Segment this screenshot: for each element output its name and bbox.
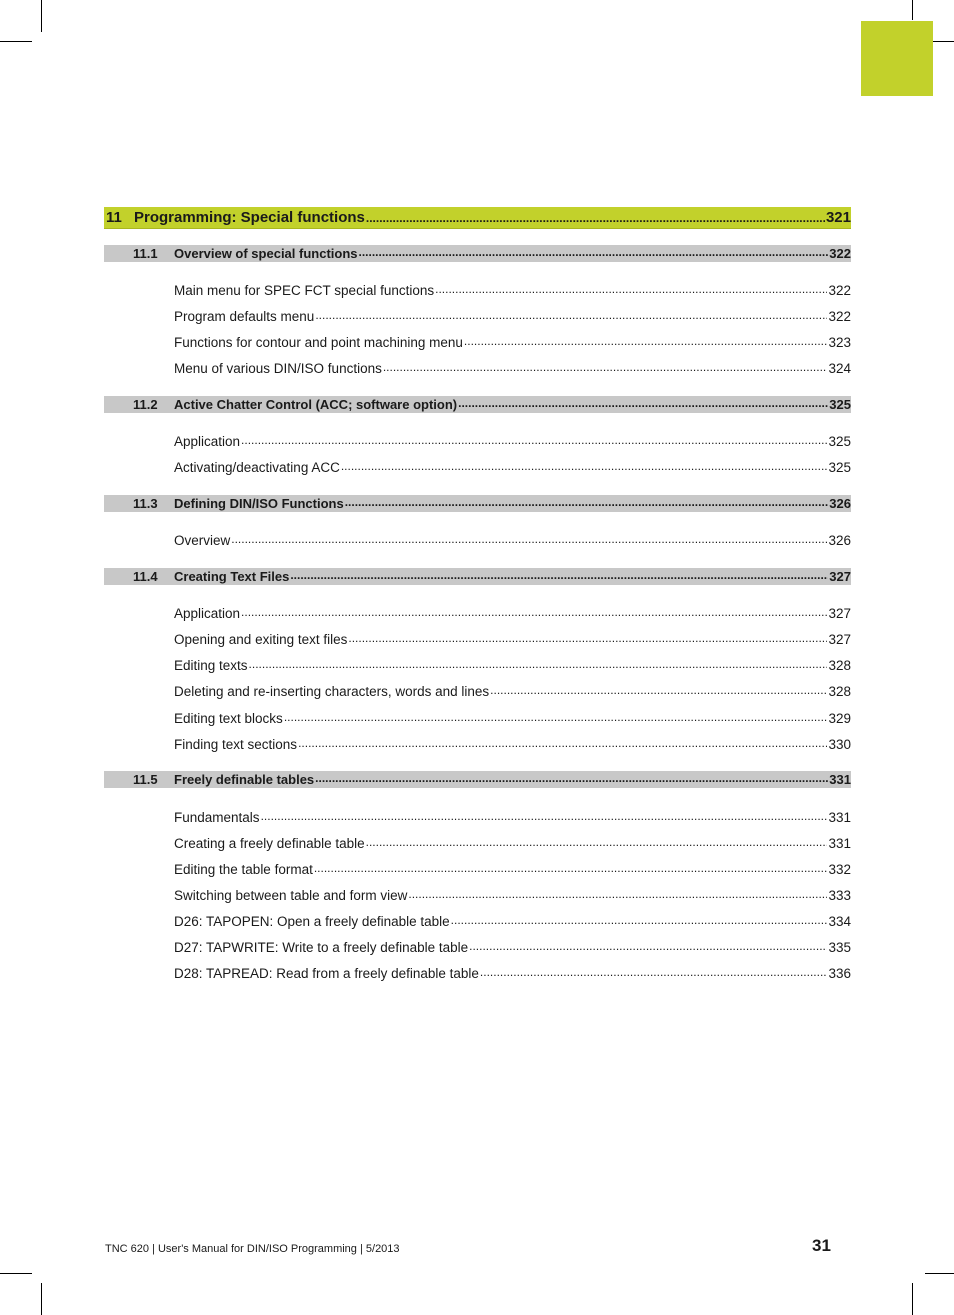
entry-page: 329 — [828, 710, 851, 726]
crop-mark — [41, 0, 42, 32]
section-number: 11.1 — [133, 246, 158, 261]
chapter-tab-marker — [861, 21, 933, 96]
entry-title: Editing text blocks — [174, 710, 283, 726]
section-page: 327 — [829, 569, 851, 584]
entry-title: Opening and exiting text files — [174, 631, 348, 647]
dot-leader — [241, 433, 827, 450]
section-page: 325 — [829, 397, 851, 412]
toc-entry[interactable] — [174, 886, 851, 904]
entry-title: Switching between table and form view — [174, 887, 408, 903]
toc-entry[interactable] — [174, 359, 851, 377]
toc-entry[interactable] — [174, 912, 851, 930]
toc-entry[interactable] — [174, 604, 851, 622]
toc-entry[interactable] — [174, 938, 851, 956]
dot-leader — [231, 532, 827, 549]
entry-page: 326 — [828, 532, 851, 548]
toc-entry[interactable] — [174, 682, 851, 700]
dot-leader — [458, 396, 828, 413]
toc-entry[interactable] — [174, 808, 851, 826]
toc-entry[interactable] — [174, 735, 851, 753]
section-title: Defining DIN/ISO Functions — [174, 496, 344, 511]
entry-page: 334 — [828, 913, 851, 929]
toc-entry[interactable] — [174, 458, 851, 476]
entry-page: 333 — [828, 887, 851, 903]
dot-leader — [383, 360, 828, 377]
toc-entry[interactable] — [174, 964, 851, 982]
chapter-page: 321 — [825, 209, 851, 226]
entry-page: 328 — [828, 683, 851, 699]
crop-mark — [0, 1273, 32, 1274]
section-title: Creating Text Files — [174, 569, 290, 584]
entry-title: Editing texts — [174, 657, 248, 673]
dot-leader — [249, 657, 828, 674]
entry-title: Creating a freely definable table — [174, 835, 365, 851]
chapter-title: Programming: Special functions — [134, 209, 365, 226]
entry-page: 322 — [828, 282, 851, 298]
toc-entry[interactable] — [174, 656, 851, 674]
entry-page: 332 — [828, 861, 851, 877]
dot-leader — [469, 939, 827, 956]
dot-leader — [290, 568, 828, 585]
entry-title: D26: TAPOPEN: Open a freely definable table — [174, 913, 450, 929]
entry-page: 327 — [828, 631, 851, 647]
crop-mark — [925, 1273, 954, 1274]
crop-mark — [912, 1283, 913, 1315]
section-title: Overview of special functions — [174, 246, 358, 261]
dot-leader — [348, 631, 827, 648]
entry-page: 322 — [828, 308, 851, 324]
entry-title: Main menu for SPEC FCT special functions — [174, 282, 435, 298]
section-heading[interactable] — [104, 495, 851, 512]
dot-leader — [490, 683, 827, 700]
dot-leader — [341, 459, 828, 476]
section-number: 11.3 — [133, 496, 158, 511]
chapter-heading[interactable] — [104, 207, 851, 229]
dot-leader — [298, 736, 827, 753]
entry-page: 325 — [828, 459, 851, 475]
dot-leader — [366, 835, 828, 852]
footer-text: TNC 620 | User's Manual for DIN/ISO Programming | 5/2013 — [105, 1243, 400, 1255]
entry-title: Program defaults menu — [174, 308, 315, 324]
entry-page: 323 — [828, 334, 851, 350]
entry-page: 335 — [828, 939, 851, 955]
entry-page: 330 — [828, 736, 851, 752]
dot-leader — [451, 913, 828, 930]
toc-entry[interactable] — [174, 860, 851, 878]
entry-page: 331 — [828, 809, 851, 825]
chapter-number: 11 — [106, 209, 122, 226]
entry-page: 331 — [828, 835, 851, 851]
section-heading[interactable] — [104, 396, 851, 413]
section-page: 326 — [829, 496, 851, 511]
section-number: 11.2 — [133, 397, 158, 412]
toc-entry[interactable] — [174, 709, 851, 727]
dot-leader — [359, 245, 829, 262]
toc-entry[interactable] — [174, 834, 851, 852]
entry-page: 336 — [828, 965, 851, 981]
dot-leader — [345, 495, 829, 512]
entry-title: Deleting and re-inserting characters, words and lines — [174, 683, 490, 699]
footer-page-number: 31 — [812, 1236, 831, 1255]
dot-leader — [315, 771, 828, 788]
entry-title: Overview — [174, 532, 231, 548]
section-title: Freely definable tables — [174, 772, 315, 787]
dot-leader — [464, 334, 828, 351]
entry-title: D28: TAPREAD: Read from a freely definable table — [174, 965, 479, 981]
dot-leader — [314, 861, 828, 878]
toc-entry[interactable] — [174, 281, 851, 299]
entry-page: 327 — [828, 605, 851, 621]
section-heading[interactable] — [104, 245, 851, 262]
entry-title: Editing the table format — [174, 861, 313, 877]
section-page: 322 — [829, 246, 851, 261]
dot-leader — [315, 308, 827, 325]
entry-title: Application — [174, 605, 241, 621]
toc-entry[interactable] — [174, 307, 851, 325]
dot-leader — [408, 887, 827, 904]
toc-entry[interactable] — [174, 531, 851, 549]
dot-leader — [261, 809, 828, 826]
entry-title: D27: TAPWRITE: Write to a freely definable table — [174, 939, 469, 955]
section-title: Active Chatter Control (ACC; software option) — [174, 397, 458, 412]
entry-title: Finding text sections — [174, 736, 298, 752]
dot-leader — [435, 282, 827, 299]
entry-title: Fundamentals — [174, 809, 260, 825]
section-heading[interactable] — [104, 568, 851, 585]
entry-title: Application — [174, 433, 241, 449]
toc-entry[interactable] — [174, 333, 851, 351]
crop-mark — [912, 0, 913, 20]
entry-title: Menu of various DIN/ISO functions — [174, 360, 382, 376]
entry-page: 324 — [828, 360, 851, 376]
entry-page: 328 — [828, 657, 851, 673]
crop-mark — [0, 41, 32, 42]
dot-leader — [366, 211, 825, 228]
dot-leader — [284, 710, 828, 727]
entry-page: 325 — [828, 433, 851, 449]
section-number: 11.5 — [133, 772, 158, 787]
entry-title: Activating/deactivating ACC — [174, 459, 340, 475]
crop-mark — [41, 1283, 42, 1315]
dot-leader — [241, 605, 827, 622]
dot-leader — [480, 965, 828, 982]
section-heading[interactable] — [104, 771, 851, 788]
section-number: 11.4 — [133, 569, 158, 584]
toc-entry[interactable] — [174, 432, 851, 450]
toc-entry[interactable] — [174, 630, 851, 648]
entry-title: Functions for contour and point machining menu — [174, 334, 463, 350]
section-page: 331 — [829, 772, 851, 787]
